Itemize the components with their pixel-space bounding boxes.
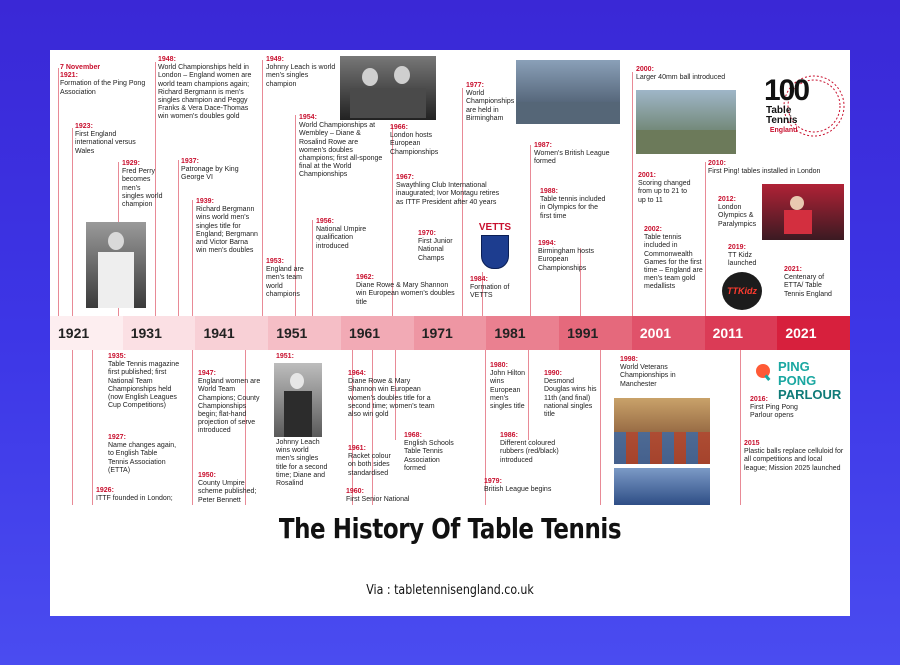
event-2012: 2012: London Olympics & Paralympics	[718, 196, 757, 228]
event-1979: 1979: British League begins	[484, 478, 552, 494]
connector-line	[58, 68, 59, 316]
event-1947: 1947: England women are World Team Champions; County Championships begin; flat-hand projection of serve introduced	[198, 370, 261, 435]
decade-1951: 1951	[268, 316, 341, 350]
fred-perry-photo	[86, 222, 146, 308]
decade-2011: 2011	[705, 316, 778, 350]
event-1929: 1929: Fred Perry becomes men's singles world champion	[122, 160, 163, 209]
event-1926: 1926: ITTF founded in London;	[96, 487, 173, 503]
event-1994: 1994: Birmingham hosts European Championships	[538, 240, 595, 272]
event-1951-text: Johnny Leach wins world men's singles title for a second time; Diane and Rosalind	[276, 439, 328, 488]
logo-text-tennis: Tennis	[766, 115, 798, 126]
connector-line	[72, 350, 73, 505]
event-2010: 2010: First Ping! tables installed in London	[708, 160, 821, 176]
event-1921: 7 November 1921: Formation of the Ping Pong Association	[60, 64, 146, 96]
birmingham-1977-photo	[516, 60, 620, 124]
arena-photo	[614, 398, 710, 464]
event-1954: 1954: World Championships at Wembley – Diane & Rosalind Rowe are women's doubles champions; first all-sponge final at the World Championships	[299, 114, 383, 179]
team-photo	[614, 468, 710, 505]
event-1961: 1961: Racket colour on both sides standardised	[348, 445, 391, 477]
ppp-line2: PARLOUR	[778, 387, 842, 402]
connector-line	[530, 145, 531, 316]
players-photo-1950s	[340, 56, 436, 120]
connector-line	[632, 72, 633, 316]
connector-line	[740, 350, 741, 505]
logo-text-table: Table	[766, 105, 792, 116]
ppp-line1: PING PONG	[778, 359, 817, 388]
event-1988: 1988: Table tennis included in Olympics for the first time	[540, 188, 606, 220]
event-1950: 1950: County Umpire scheme published; Peter Bennett	[198, 472, 257, 504]
event-1977: 1977: World Championships are held in Birmingham	[466, 82, 515, 122]
event-1927: 1927: Name changes again, to English Table Tennis Association (ETTA)	[108, 434, 177, 474]
event-1939: 1939: Richard Bergmann wins world men's singles title for England; Bergmann and Victor Barna win men's doubles	[196, 198, 258, 255]
paddle-icon	[754, 362, 774, 382]
london-2012-photo	[762, 184, 844, 240]
event-2021: 2021: Centenary of ETTA/ Table Tennis England	[784, 266, 832, 298]
event-2015: 2015 Plastic balls replace celluloid for all competitions and local league; Mission 2025 launched	[744, 440, 844, 472]
event-1970: 1970: First Junior National Champs	[418, 230, 453, 262]
event-1956: 1956: National Umpire qualification introduced	[316, 218, 367, 250]
event-1935: 1935: Table Tennis magazine first published; first National Team Championships held (now English Leagues Cup Competitions)	[108, 353, 180, 410]
event-2016: 2016: First Ping Pong Parlour opens	[750, 396, 798, 420]
decade-1941: 1941	[195, 316, 268, 350]
connector-line	[72, 128, 73, 316]
event-1962: 1962: Diane Rowe & Mary Shannon win European women's doubles title	[356, 274, 455, 306]
decade-1971: 1971	[414, 316, 487, 350]
johnny-leach-photo	[274, 363, 322, 437]
event-1968: 1968: English Schools Table Tennis Association formed	[404, 432, 454, 472]
event-1967: 1967: Swaythling Club International inaugurated; Ivor Montagu retires as ITTF President after 40 years	[396, 174, 500, 206]
event-1949: 1949: Johnny Leach is world men's singles champion	[266, 56, 336, 88]
event-1966: 1966: London hosts European Championships	[390, 124, 439, 156]
connector-line	[92, 350, 93, 505]
decade-1931: 1931	[123, 316, 196, 350]
decade-2021: 2021	[777, 316, 850, 350]
event-1964: 1964: Diane Rowe & Mary Shannon win European women's doubles title for a second time; women's team also win gold	[348, 370, 435, 419]
event-1948: 1948: World Championships held in London – England women are world team champions again; Richard Bergmann is men's singles champion and Peggy Franks & Vera Dace-Thomas win women's doubles gold	[158, 56, 252, 121]
decade-2001: 2001	[632, 316, 705, 350]
table-tennis-england-logo: 100 Table Tennis England	[756, 72, 848, 142]
timeline-image	[50, 50, 850, 505]
event-1923: 1923: First England international versus Wales	[75, 123, 136, 155]
event-2001: 2001: Scoring changed from up to 21 to up to 11	[638, 172, 691, 204]
decade-1981: 1981	[486, 316, 559, 350]
decade-1921: 1921	[50, 316, 123, 350]
event-1998: 1998: World Veterans Championships in Manchester	[620, 356, 676, 388]
decade-1961: 1961	[341, 316, 414, 350]
event-1951: 1951:	[276, 353, 294, 360]
event-1990: 1990: Desmond Douglas wins his 11th (and final) national singles title	[544, 370, 597, 419]
event-1960: 1960: First Senior National	[346, 488, 410, 504]
event-2002: 2002: Table tennis included in Commonwealth Games for the first time – England are men's team gold medallists	[644, 226, 703, 291]
event-1980: 1980: John Hilton wins European men's singles title	[490, 362, 526, 411]
connector-line	[312, 220, 313, 316]
connector-line	[600, 350, 601, 505]
connector-line	[178, 160, 179, 316]
logo-text-england: England	[769, 127, 798, 134]
event-1953: 1953: England are men's team world champions	[266, 258, 304, 298]
event-1986: 1986: Different coloured rubbers (red/black) introduced	[500, 432, 559, 464]
decade-band	[50, 316, 850, 350]
vetts-logo: VETTS	[474, 222, 516, 272]
event-2000: 2000: Larger 40mm ball introduced	[636, 66, 726, 82]
connector-line	[192, 350, 193, 505]
ping-tables-photo	[636, 90, 736, 154]
infographic-card	[50, 50, 850, 616]
event-1987: 1987: Women's British League formed	[534, 142, 610, 166]
page-title: The History Of Table Tennis	[278, 512, 622, 545]
event-2019: 2019: TT Kidz launched	[728, 244, 757, 268]
connector-line	[262, 60, 263, 316]
decade-1991: 1991	[559, 316, 632, 350]
connector-line	[192, 200, 193, 316]
event-1984: 1984: Formation of VETTS	[470, 276, 510, 300]
source-credit: Via : tabletennisengland.co.uk	[366, 583, 534, 598]
ttkidz-logo: TTKidz	[722, 272, 762, 310]
event-1937: 1937: Patronage by King George VI	[181, 158, 239, 182]
